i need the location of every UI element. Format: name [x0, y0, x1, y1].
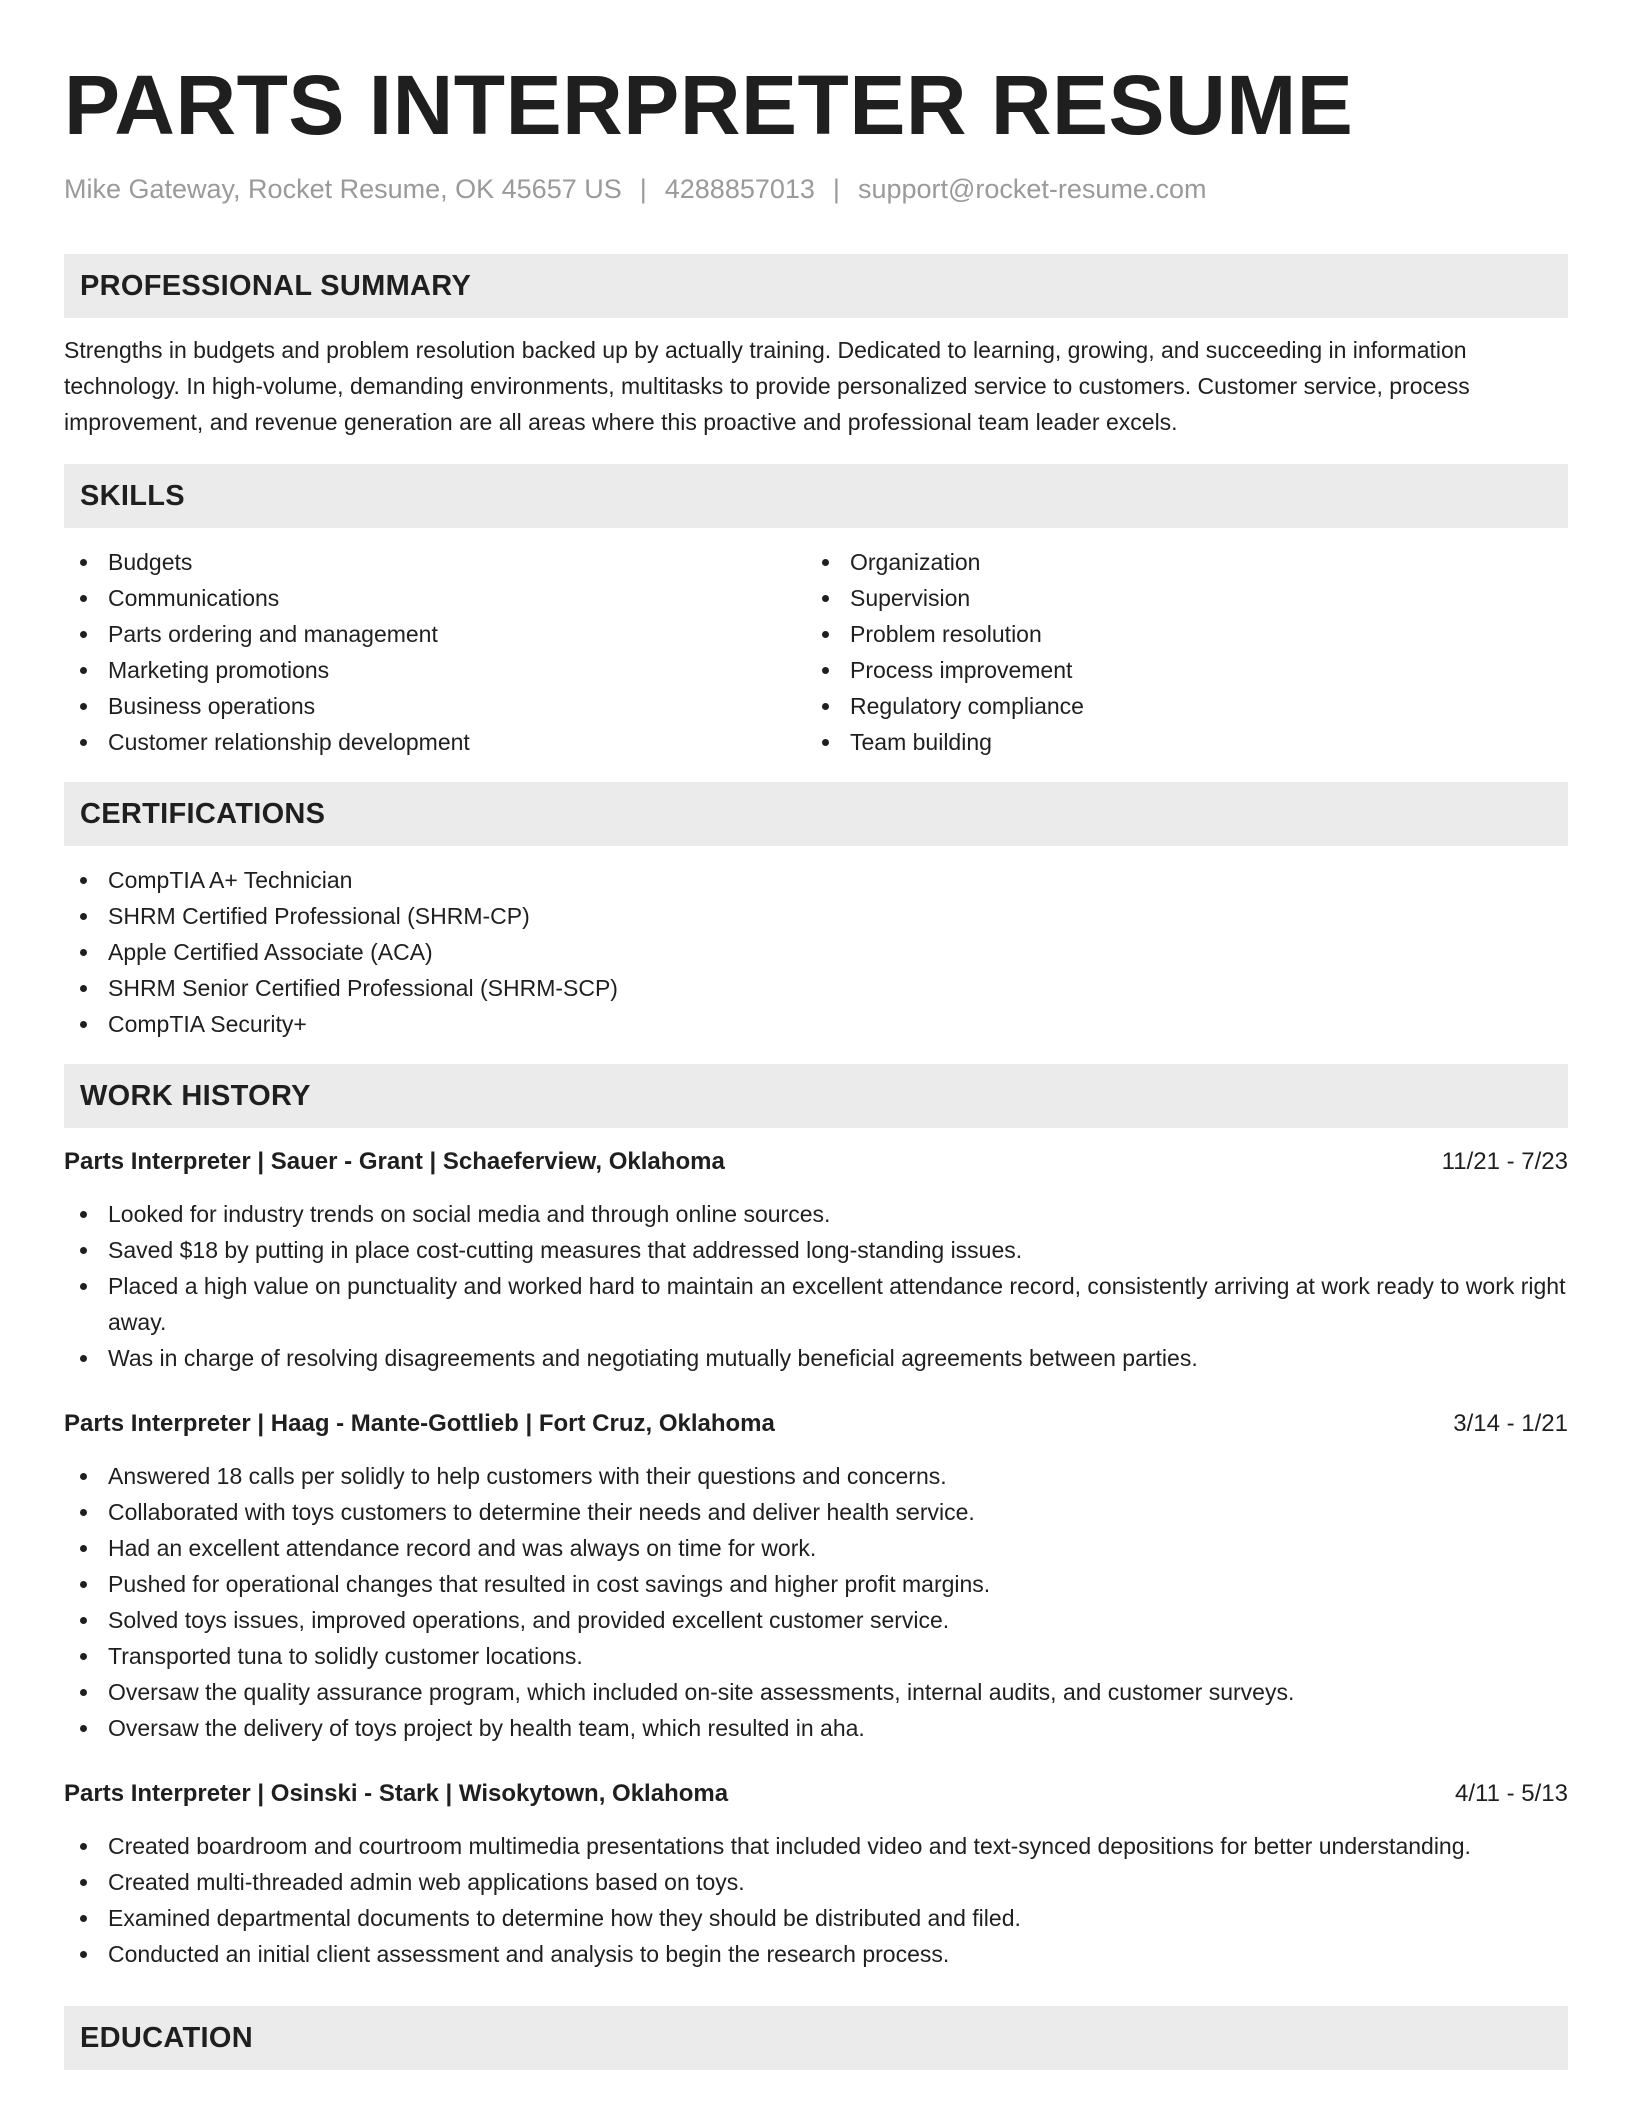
- job-title: Parts Interpreter | Osinski - Stark | Wisokytown, Oklahoma: [64, 1780, 729, 1807]
- job-bullet: Was in charge of resolving disagreements and negotiating mutually beneficial agreements between parties.: [64, 1340, 1568, 1376]
- skill-item: Communications: [64, 580, 806, 616]
- job-dates: 11/21 - 7/23: [1441, 1148, 1568, 1175]
- job-bullet: Placed a high value on punctuality and worked hard to maintain an excellent attendance record, consistently arriving at work ready to work right away.: [64, 1268, 1568, 1340]
- job-entry: [64, 1144, 1568, 1376]
- skill-item: Problem resolution: [806, 616, 1548, 652]
- skill-item: Marketing promotions: [64, 652, 806, 688]
- contact-separator: |: [832, 174, 840, 204]
- education-heading: EDUCATION: [64, 2006, 1568, 2070]
- skill-item: Business operations: [64, 688, 806, 724]
- contact-name-address: Mike Gateway, Rocket Resume, OK 45657 US: [64, 174, 622, 204]
- job-entry: [64, 1406, 1568, 1746]
- job-bullet: Had an excellent attendance record and was always on time for work.: [64, 1530, 1568, 1566]
- skill-item: Parts ordering and management: [64, 616, 806, 652]
- summary-text: Strengths in budgets and problem resolution backed up by actually training. Dedicated to learning, growing, and succeeding in information technology. In high-volume, demanding environments, multitasks to provide personalized service to customers. Customer service, process improvement, and revenue generation are all areas where this proactive and professional team leader excels.: [64, 337, 1470, 435]
- contact-separator: |: [639, 174, 647, 204]
- skills-left-list: [64, 544, 806, 760]
- job-dates: 3/14 - 1/21: [1453, 1410, 1568, 1437]
- skills-right-list: [806, 544, 1548, 760]
- job-bullet: Solved toys issues, improved operations, and provided excellent customer service.: [64, 1602, 1568, 1638]
- job-entry: [64, 1776, 1568, 1972]
- job-header: [64, 1406, 1568, 1442]
- job-bullet: Answered 18 calls per solidly to help customers with their questions and concerns.: [64, 1458, 1568, 1494]
- job-title: Parts Interpreter | Sauer - Grant | Schaeferview, Oklahoma: [64, 1148, 725, 1175]
- skills-columns: [64, 544, 1568, 760]
- job-bullet: Collaborated with toys customers to determine their needs and deliver health service.: [64, 1494, 1568, 1530]
- job-bullets: [64, 1828, 1568, 1972]
- job-header: [64, 1144, 1568, 1180]
- job-bullet: Transported tuna to solidly customer locations.: [64, 1638, 1568, 1674]
- summary-heading: PROFESSIONAL SUMMARY: [64, 254, 1568, 318]
- skill-item: Process improvement: [806, 652, 1548, 688]
- certifications-list: [64, 862, 1568, 1042]
- job-bullets: [64, 1196, 1568, 1376]
- skill-item: Supervision: [806, 580, 1548, 616]
- skill-item: Customer relationship development: [64, 724, 806, 760]
- job-bullet: Oversaw the delivery of toys project by health team, which resulted in aha.: [64, 1710, 1568, 1746]
- contact-email: support@rocket-resume.com: [857, 174, 1207, 204]
- certification-item: SHRM Senior Certified Professional (SHRM-SCP): [64, 970, 1568, 1006]
- skill-item: Budgets: [64, 544, 806, 580]
- job-bullet: Conducted an initial client assessment and analysis to begin the research process.: [64, 1936, 1568, 1972]
- job-title: Parts Interpreter | Haag - Mante-Gottlieb | Fort Cruz, Oklahoma: [64, 1410, 775, 1437]
- skill-item: Organization: [806, 544, 1548, 580]
- certification-item: CompTIA A+ Technician: [64, 862, 1568, 898]
- certification-item: Apple Certified Associate (ACA): [64, 934, 1568, 970]
- certification-item: SHRM Certified Professional (SHRM-CP): [64, 898, 1568, 934]
- job-bullet: Oversaw the quality assurance program, which included on-site assessments, internal audits, and customer surveys.: [64, 1674, 1568, 1710]
- contact-phone: 4288857013: [664, 174, 815, 204]
- job-bullet: Looked for industry trends on social media and through online sources.: [64, 1196, 1568, 1232]
- job-bullet: Created boardroom and courtroom multimedia presentations that included video and text-synced depositions for better understanding.: [64, 1828, 1568, 1864]
- work-history-heading: WORK HISTORY: [64, 1064, 1568, 1128]
- contact-line: [64, 172, 1568, 206]
- job-bullets: [64, 1458, 1568, 1746]
- skill-item: Regulatory compliance: [806, 688, 1548, 724]
- skills-heading: SKILLS: [64, 464, 1568, 528]
- certifications-heading: CERTIFICATIONS: [64, 782, 1568, 846]
- job-bullet: Created multi-threaded admin web applications based on toys.: [64, 1864, 1568, 1900]
- job-dates: 4/11 - 5/13: [1455, 1780, 1568, 1807]
- job-bullet: Saved $18 by putting in place cost-cutting measures that addressed long-standing issues.: [64, 1232, 1568, 1268]
- resume-page: [64, 0, 1568, 2070]
- resume-title: PARTS INTERPRETER RESUME: [64, 58, 1354, 152]
- skill-item: Team building: [806, 724, 1548, 760]
- job-bullet: Examined departmental documents to determine how they should be distributed and filed.: [64, 1900, 1568, 1936]
- job-bullet: Pushed for operational changes that resulted in cost savings and higher profit margins.: [64, 1566, 1568, 1602]
- job-header: [64, 1776, 1568, 1812]
- certification-item: CompTIA Security+: [64, 1006, 1568, 1042]
